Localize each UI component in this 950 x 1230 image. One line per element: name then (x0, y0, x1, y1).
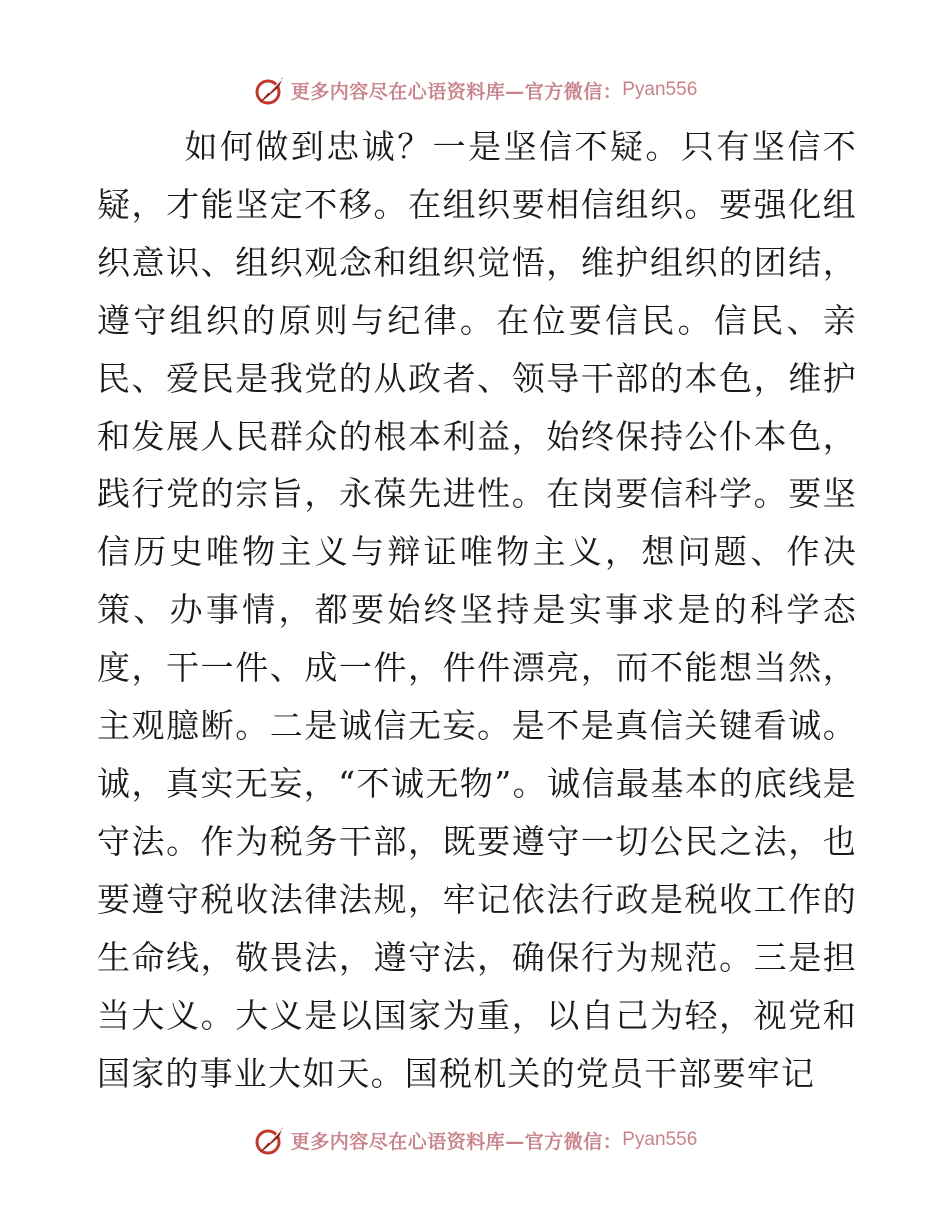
header-banner-handle: Pyan556 (622, 79, 698, 100)
footer-banner-text: 更多内容尽在心语资料库—官方微信： (290, 1130, 623, 1153)
footer-banner-handle: Pyan556 (622, 1129, 698, 1150)
quill-pen-circle-icon (253, 73, 287, 107)
header-banner-text: 更多内容尽在心语资料库—官方微信： (290, 80, 623, 103)
header-banner (0, 70, 950, 110)
quill-pen-circle-icon (253, 1123, 287, 1157)
body-paragraph: 如何做到忠诚？一是坚信不疑。只有坚信不疑，才能坚定不移。在组织要相信组织。要强化组织意识、组织观念和组织觉悟，维护组织的团结，遵守组织的原则与纪律。在位要信民。信民、亲民、爱民是我党的从政者、领导干部的本色，维护和发展人民群众的根本利益，始终保持公仆本色，践行党的宗旨，永葆先进性。在岗要信科学。要坚信历史唯物主义与辩证唯物主义，想问题、作决策、办事情，都要始终坚持是实事求是的科学态度，干一件、成一件，件件漂亮，而不能想当然，主观臆断。二是诚信无妄。是不是真信关键看诚。诚，真实无妄，“不诚无物”。诚信最基本的底线是守法。作为税务干部，既要遵守一切公民之法，也要遵守税收法律法规，牢记依法行政是税收工作的生命线，敬畏法，遵守法，确保行为规范。三是担当大义。大义是以国家为重，以自己为轻，视党和国家的事业大如天。国税机关的党员干部要牢记 (97, 127, 857, 1093)
footer-banner (0, 1120, 950, 1160)
